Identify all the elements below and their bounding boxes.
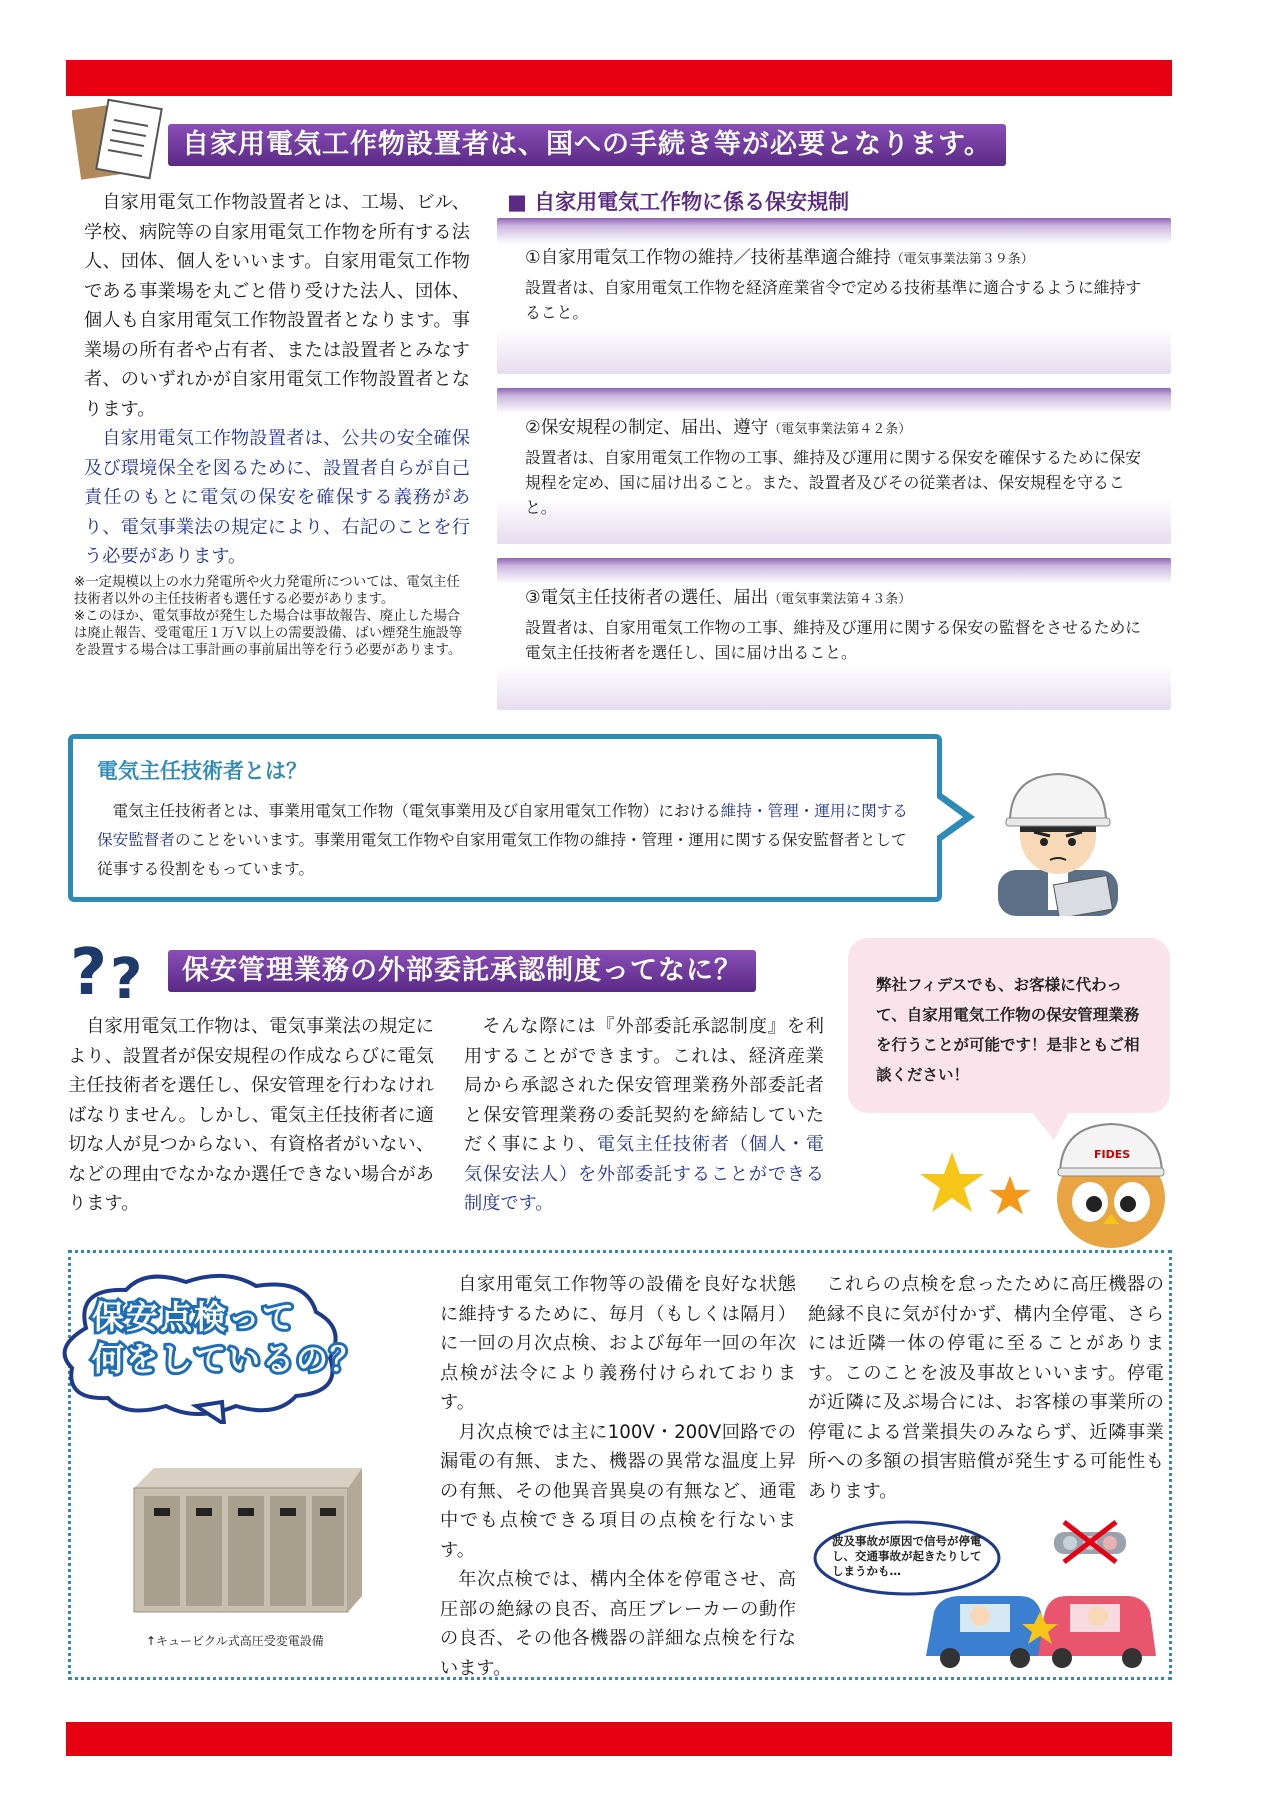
svg-text:?: ? bbox=[110, 947, 143, 1002]
inspection-title-line-2: 何をしているの？ bbox=[92, 1340, 365, 1378]
star-icon-small bbox=[988, 1174, 1032, 1216]
engineer-illustration bbox=[988, 764, 1128, 916]
inspection-title-line-1: 保安点検って bbox=[92, 1298, 297, 1336]
owl-mascot-illustration bbox=[1050, 1118, 1172, 1250]
regulation-3-desc: 設置者は、自家用電気工作物の工事、維持及び運用に関する保安の監督をさせるために電気主任技術者を選任し、国に届け出ること。 bbox=[525, 618, 1142, 662]
regulations-heading: ■ 自家用電気工作物に係る保安規制 bbox=[507, 190, 850, 214]
note-2: ※このほか、電気事故が発生した場合は事故報告、廃止した場合は廃止報告、受電電圧１万Ｖ以上の需要設備、ばい煙発生施設等を設置する場合は工事計画の事前届出等を行う必要があります。 bbox=[74, 609, 463, 658]
intro-text bbox=[84, 188, 470, 572]
chief-engineer-callout bbox=[68, 734, 942, 902]
outsourcing-col-2: そんな際には『外部委託承認制度』を利用することができます。これは、経済産業局から承認された保安管理業務外部委託者と保安管理業務の委託契約を締結していただく事により、電気主任技術者（個人・電気保安法人）を外部委託することができる制度です。 bbox=[464, 1016, 824, 1214]
regulation-2-title: ②保安規程の制定、届出、遵守 bbox=[525, 418, 769, 438]
regulation-1-title: ①自家用電気工作物の維持／技術基準適合維持 bbox=[525, 248, 891, 268]
fides-speech-bubble bbox=[848, 938, 1170, 1113]
inspection-title bbox=[92, 1296, 364, 1380]
top-banner-title: 自家用電気工作物設置者は、国への手続き等が必要となります。 bbox=[168, 124, 1006, 166]
note-1: ※一定規模以上の水力発電所や火力発電所については、電気主任技術者以外の主任技術者も選任する必要があります。 bbox=[74, 575, 460, 607]
top-red-bar bbox=[66, 60, 1172, 96]
car-accident-illustration bbox=[920, 1572, 1160, 1672]
chief-engineer-heading: 電気主任技術者とは？ bbox=[97, 759, 307, 783]
intro-paragraph-2: 自家用電気工作物設置者は、公共の安全確保及び環境保全を図るために、設置者自らが自己責任のもとに電気の保安を確保する義務があり、電気事業法の規定により、右記のことを行う必要があります。 bbox=[84, 428, 470, 567]
chief-engineer-body: 電気主任技術者とは、事業用電気工作物（電気事業用及び自家用電気工作物）における維持・管理・運用に関する保安監督者のことをいいます。事業用電気工作物や自家用電気工作物の維持・管理・運用に関する保安監督者として従事する役割をもっています。 bbox=[97, 802, 908, 878]
fides-bubble-text: 弊社フィデスでも、お客様に代わって、自家用電気工作物の保安管理業務を行うことが可能です！是非ともご相談ください！ bbox=[876, 976, 1140, 1084]
outsourcing-banner-title: 保安管理業務の外部委託承認制度ってなに？ bbox=[168, 950, 756, 992]
regulation-2-law: （電気事業法第４２条） bbox=[768, 422, 912, 437]
cubicle-equipment-illustration bbox=[124, 1464, 368, 1614]
svg-text:?: ? bbox=[70, 938, 108, 1002]
mascot-helmet-label: FIDES bbox=[1094, 1148, 1131, 1161]
regulation-3-title: ③電気主任技術者の選任、届出 bbox=[525, 588, 769, 608]
cubicle-caption: ↑キュービクル式高圧受変電設備 bbox=[146, 1634, 324, 1648]
regulation-item-1 bbox=[497, 218, 1171, 374]
intro-paragraph-1: 自家用電気工作物設置者とは、工場、ビル、学校、病院等の自家用電気工作物を所有する法人、団体、個人をいいます。自家用電気工作物である事業場を丸ごと借り受けた法人、団体、個人も自家用電気工作物設置者となります。事業場の所有者や占有者、または設置者とみなす者、のいずれかが自家用電気工作物設置者となります。 bbox=[84, 192, 470, 420]
regulation-item-2 bbox=[497, 388, 1171, 544]
inspection-col-2: これらの点検を怠ったために高圧機器の絶縁不良に気が付かず、構内全停電、さらには近隣一体の停電に至ることがあります。このことを波及事故といいます。停電が近隣に及ぶ場合には、お客様の事業所の停電による営業損失のみならず、近隣事業所への多額の損害賠償が発生する可能性もあります。 bbox=[808, 1274, 1164, 1502]
bottom-red-bar bbox=[66, 1722, 1172, 1756]
accident-bubble-text: 波及事故が原因で信号が停電し、交通事故が起きたりしてしまうかも… bbox=[832, 1534, 982, 1578]
traffic-light-off-icon bbox=[1050, 1518, 1130, 1566]
regulation-1-law: （電気事業法第３９条） bbox=[890, 252, 1034, 267]
regulation-3-law: （電気事業法第４３条） bbox=[768, 592, 912, 607]
document-icon bbox=[72, 96, 164, 180]
outsourcing-col-1: 自家用電気工作物は、電気事業法の規定により、設置者が保安規程の作成ならびに電気主任技術者を選任し、保安管理を行わなければなりません。しかし、電気主任技術者に適切な人が見つからない、有資格者がいない、などの理由でなかなか選任できない場合があります。 bbox=[68, 1016, 434, 1214]
intro-notes bbox=[74, 574, 470, 659]
regulation-item-3 bbox=[497, 558, 1171, 710]
inspection-col-1: 自家用電気工作物等の設備を良好な状態に維持するために、毎月（もしくは隔月）に一回の月次点検、および毎年一回の年次点検が法令により義務付けられております。 月次点検では主に100V・200V回路での漏電の有無、また、機器の異常な温度上昇の有無、その他異音異臭の有無など、通電中でも点検できる項目の点検を行ないます。 年次点検では、構内全体を停電させ、高圧部の絶縁の良否、高圧ブレーカーの動作の良否、その他各機器の詳細な点検を行ないます。 bbox=[440, 1274, 796, 1679]
regulation-1-desc: 設置者は、自家用電気工作物を経済産業省令で定める技術基準に適合するように維持すること。 bbox=[525, 278, 1142, 322]
question-marks-icon bbox=[70, 938, 160, 1002]
star-icon bbox=[918, 1150, 986, 1214]
callout-pointer bbox=[937, 790, 977, 844]
regulation-2-desc: 設置者は、自家用電気工作物の工事、維持及び運用に関する保安を確保するために保安規程を定め、国に届け出ること。また、設置者及びその従業者は、保安規程を守ること。 bbox=[525, 448, 1142, 517]
